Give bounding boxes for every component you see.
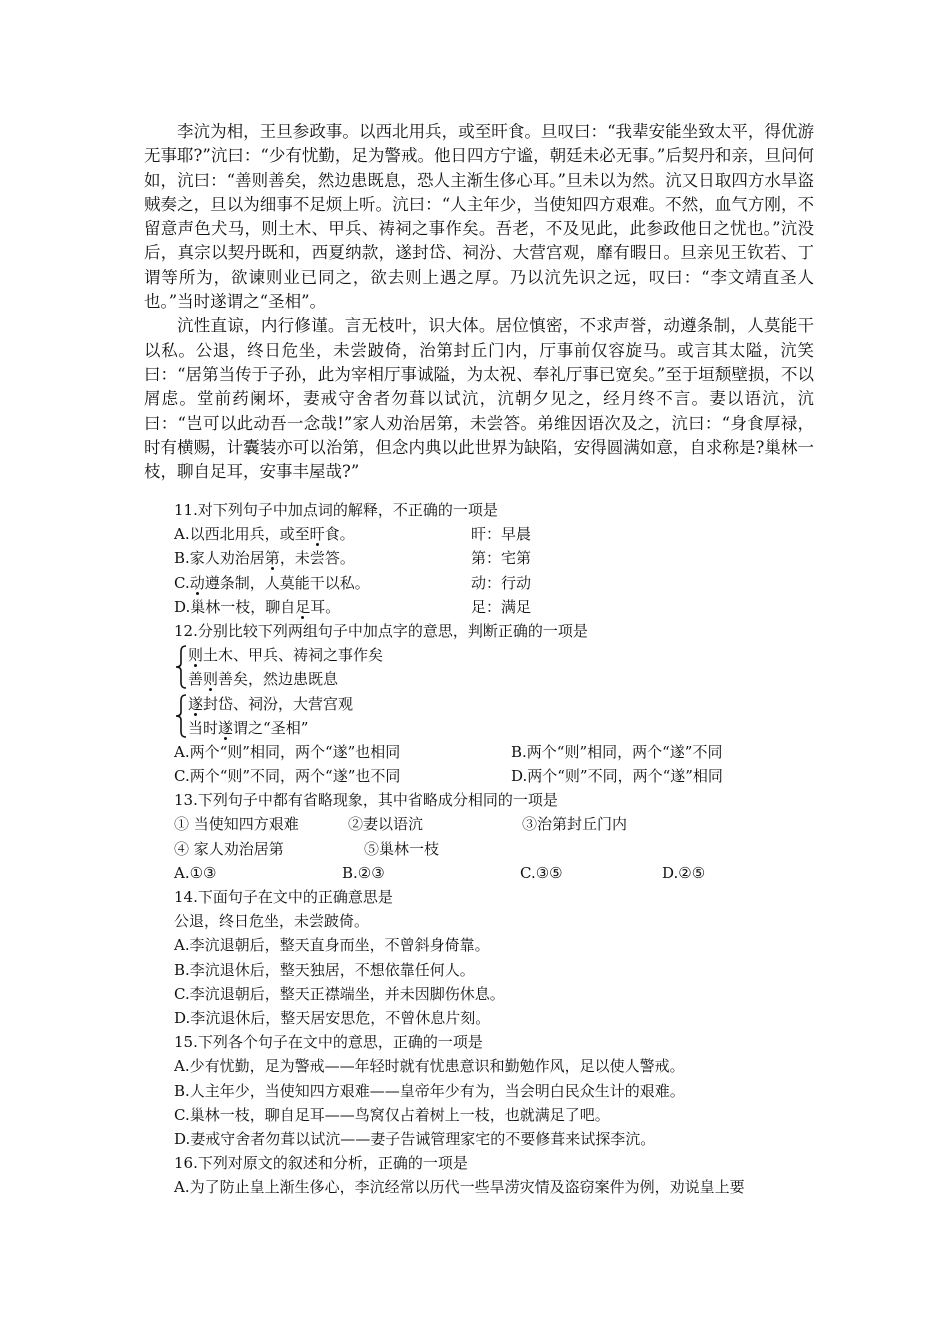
- option-text: ，未尝答。: [279, 549, 355, 568]
- dotted-char: 足: [295, 597, 311, 616]
- option-c: [174, 571, 824, 595]
- dotted-char: 则: [203, 670, 219, 689]
- sentence-text: 谓之“圣相”: [233, 718, 309, 737]
- quoted-sentence: 公退，终日危坐，未尝跛倚。: [174, 912, 370, 931]
- sentence: ②妻以语沆: [348, 815, 424, 834]
- sentence: ⑤巢林一枝: [364, 839, 440, 858]
- option-text: C.: [174, 573, 190, 592]
- brace-icon: [174, 694, 188, 738]
- option-text: 耳。: [310, 597, 341, 616]
- question-16: [174, 1151, 824, 1199]
- option-d: D.两个“则”不同，两个“遂”相同: [511, 767, 723, 786]
- options-row: [174, 740, 824, 764]
- option-b: B.两个“则”相同，两个“遂”不同: [511, 742, 723, 761]
- dotted-char: 第: [264, 549, 280, 568]
- option-text: 遵条制，人莫能干以私。: [204, 573, 370, 592]
- gloss: 足：满足: [471, 597, 532, 616]
- option-d: D.李沆退休后，整天居安思危，不曾休息片刻。: [174, 1008, 491, 1027]
- sentence-text: 善: [188, 670, 204, 689]
- question-14: [174, 885, 824, 1030]
- question-15: [174, 1030, 824, 1151]
- option-text: B.家人劝治居: [174, 549, 265, 568]
- sentence: ① 当使知四方艰难: [174, 815, 299, 834]
- question-stem: 16.下列对原文的叙述和分析，正确的一项是: [174, 1154, 468, 1173]
- passage-paragraph-1: 李沆为相，王旦参政事。以西北用兵，或至旰食。旦叹曰：“我辈安能坐致太平，得优游无事耶?”沆曰：“少有忧勤，足为警戒。他日四方宁谧，朝廷未必无事。”后契丹和亲，旦问何如，沆曰：“善则善矣，然边患既息，恐人主渐生侈心耳。”旦未以为然。沆又日取四方水旱盗贼奏之，旦以为细事不足烦上听。沆曰：“人主年少，当使知四方艰难。不然，血气方刚，不留意声色犬马，则土木、甲兵、祷祠之事作矣。吾老，不及见此，此参政他日之忧也。”沆没后，真宗以契丹既和，西夏纳款，遂封岱、祠汾、大营宫观，靡有暇日。旦亲见王钦若、丁谓等所为，欲谏则业已同之，欲去则上遇之厚。乃以沆先识之远，叹曰：“李文靖直圣人也。”当时遂谓之“圣相”。: [144, 122, 814, 312]
- option-text: 食。: [324, 525, 355, 544]
- gloss: 旰：早晨: [471, 525, 532, 544]
- dotted-char: 遂: [188, 694, 204, 713]
- gloss: 第：宅第: [471, 549, 532, 568]
- option-c: C.李沆退朝后，整天正襟端坐，并未因脚伤休息。: [174, 984, 505, 1003]
- option-b: B.人主年少，当使知四方艰难——皇帝年少有为，当会明白民众生计的艰难。: [174, 1081, 685, 1100]
- reading-passage: [144, 120, 814, 484]
- question-11: [174, 498, 824, 619]
- option-d: D.②⑤: [662, 863, 706, 882]
- sentences-row: [174, 837, 824, 861]
- option-b: B.②③: [342, 863, 385, 882]
- option-b: B.李沆退休后，整天独居，不想依靠任何人。: [174, 960, 475, 979]
- question-stem: 14.下面句子在文中的正确意思是: [174, 888, 393, 907]
- sentence-text: 封岱、祠汾，大营宫观: [203, 694, 354, 713]
- question-stem: 12.分别比较下列两组句子中加点字的意思，判断正确的一项是: [174, 621, 588, 640]
- gloss: 动：行动: [471, 573, 532, 592]
- sentence: [188, 716, 353, 740]
- option-text: D.巢林一枝，聊自: [174, 597, 296, 616]
- option-c: C.③⑤: [520, 863, 563, 882]
- dotted-char: 则: [188, 646, 204, 665]
- options-row: [174, 764, 824, 788]
- question-stem: 13.下列句子中都有省略现象，其中省略成分相同的一项是: [174, 791, 558, 810]
- sentence: ④ 家人劝治居第: [174, 839, 284, 858]
- question-stem: 15.下列各个句子在文中的意思，正确的一项是: [174, 1033, 483, 1052]
- dotted-char: 旰: [309, 525, 325, 544]
- question-stem: 11.对下列句子中加点词的解释，不正确的一项是: [174, 501, 498, 519]
- option-a: A.少有忧勤，足为警戒——年轻时就有忧患意识和勤勉作风，足以使人警戒。: [174, 1057, 685, 1076]
- question-13: [174, 788, 824, 885]
- passage-paragraph-2: 沆性直谅，内行修谨。言无枝叶，识大体。居位慎密，不求声誉，动遵条制，人莫能干以私。公退，终日危坐，未尝跛倚，治第封丘门内，厅事前仅容旋马。或言其太隘，沆笑曰：“居第当传于子孙，此为宰相厅事诚隘，为太祝、奉礼厅事已宽矣。”至于垣颓壁损，不以屑虑。堂前药阑坏，妻戒守舍者勿葺以试沆，沆朝夕见之，经月终不言。妻以语沆，沆曰：“岂可以此动吾一念哉!”家人劝治居第，未尝答。弟维因语次及之，沆曰：“身食厚禄，时有横赐，计囊装亦可以治第，但念内典以此世界为缺陷，安得圆满如意，自求称是?巢林一枝，聊自足耳，安事丰屋哉?”: [144, 316, 814, 482]
- brace-icon: [174, 645, 188, 689]
- option-c: C.巢林一枝，聊自足耳——鸟窝仅占着树上一枝，也就满足了吧。: [174, 1105, 610, 1124]
- sentence: [188, 692, 353, 716]
- option-a: A.为了防止皇上渐生侈心，李沆经常以历代一些旱涝灾情及盗窃案件为例，劝说皇上要: [174, 1178, 745, 1197]
- question-list: [174, 498, 824, 1199]
- option-d: D.妻戒守舍者勿葺以试沆——妻子告诫管理家宅的不要修葺来试探李沆。: [174, 1129, 656, 1148]
- option-a: A.两个“则”相同，两个“遂”也相同: [174, 742, 401, 761]
- option-a: A.李沆退朝后，整天直身而坐，不曾斜身倚靠。: [174, 936, 490, 955]
- sentence-group-2: [174, 692, 824, 740]
- option-a: A.①③: [174, 863, 217, 882]
- option-a: [174, 522, 824, 546]
- option-b: [174, 546, 824, 570]
- sentence-text: 当时: [188, 718, 219, 737]
- options-row: [174, 861, 824, 885]
- dotted-char: 动: [189, 573, 205, 592]
- sentence: [188, 667, 383, 691]
- sentence: [188, 643, 383, 667]
- option-d: [174, 595, 824, 619]
- option-text: A.以西北用兵，或至: [174, 525, 310, 544]
- option-c: C.两个“则”不同，两个“遂”也不同: [174, 767, 401, 786]
- sentence-group-1: [174, 643, 824, 691]
- sentence-text: 善矣，然边患既息: [218, 670, 339, 689]
- sentence-text: 土木、甲兵、祷祠之事作矣: [203, 646, 384, 665]
- sentence: ③治第封丘门内: [522, 815, 628, 834]
- dotted-char: 遂: [218, 718, 234, 737]
- question-12: [174, 619, 824, 788]
- sentences-row: [174, 812, 824, 836]
